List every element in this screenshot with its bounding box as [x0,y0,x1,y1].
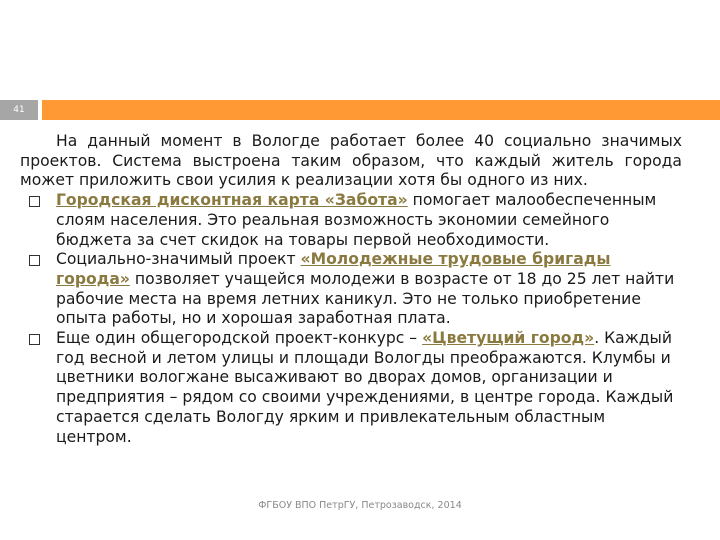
square-bullet-icon [29,196,40,207]
bullet-highlight-link[interactable]: «Цветущий город» [422,329,595,348]
slide-footer: ФГБОУ ВПО ПетрГУ, Петрозаводск, 2014 [258,500,462,511]
bullet-item-youth-brigades [20,250,682,329]
bullet-text-before: Еще один общегородской проект-конкурс – [56,329,423,348]
bullet-list [20,191,682,447]
bullet-item-zabota-card [20,191,682,250]
square-bullet-icon [29,334,40,345]
bullet-text-before: Социально-значимый проект [56,250,301,269]
intro-paragraph: На данный момент в Вологде работает более 40 социально значимых проектов. Система выстроена таким образом, что каждый житель города может приложить свои усилия к реализации хотя бы одного из них. [20,132,682,190]
bullet-text-after: помогает малообеспеченным слоям населения. Это реальная возможность экономии семейного бюджета за счет скидок на товары первой необходимости. [56,191,657,249]
bullet-item-blooming-city [20,329,682,447]
bullet-highlight-link[interactable]: Городская дисконтная карта «Забота» [56,191,408,210]
slide-number: 41 [0,100,38,120]
bullet-highlight-link[interactable]: «Молодежные трудовые бригады города» [56,250,611,288]
slide-content [20,132,682,447]
bullet-text-after: позволяет учащейся молодежи в возрасте от 18 до 25 лет найти рабочие места на время летних каникул. Это не только приобретение опыта работы, но и хорошая заработная плата. [56,269,675,328]
bullet-text-after: . Каждый год весной и летом улицы и площади Вологды преображаются. Клумбы и цветники вологжане высаживают во дворах домов, организации и предприятия – рядом со своими учреждениями, в центре города. Каждый старается сделать Вологду ярким и привлекательным областным центром. [56,329,674,446]
square-bullet-icon [29,255,40,266]
header-accent-bar [42,100,720,120]
